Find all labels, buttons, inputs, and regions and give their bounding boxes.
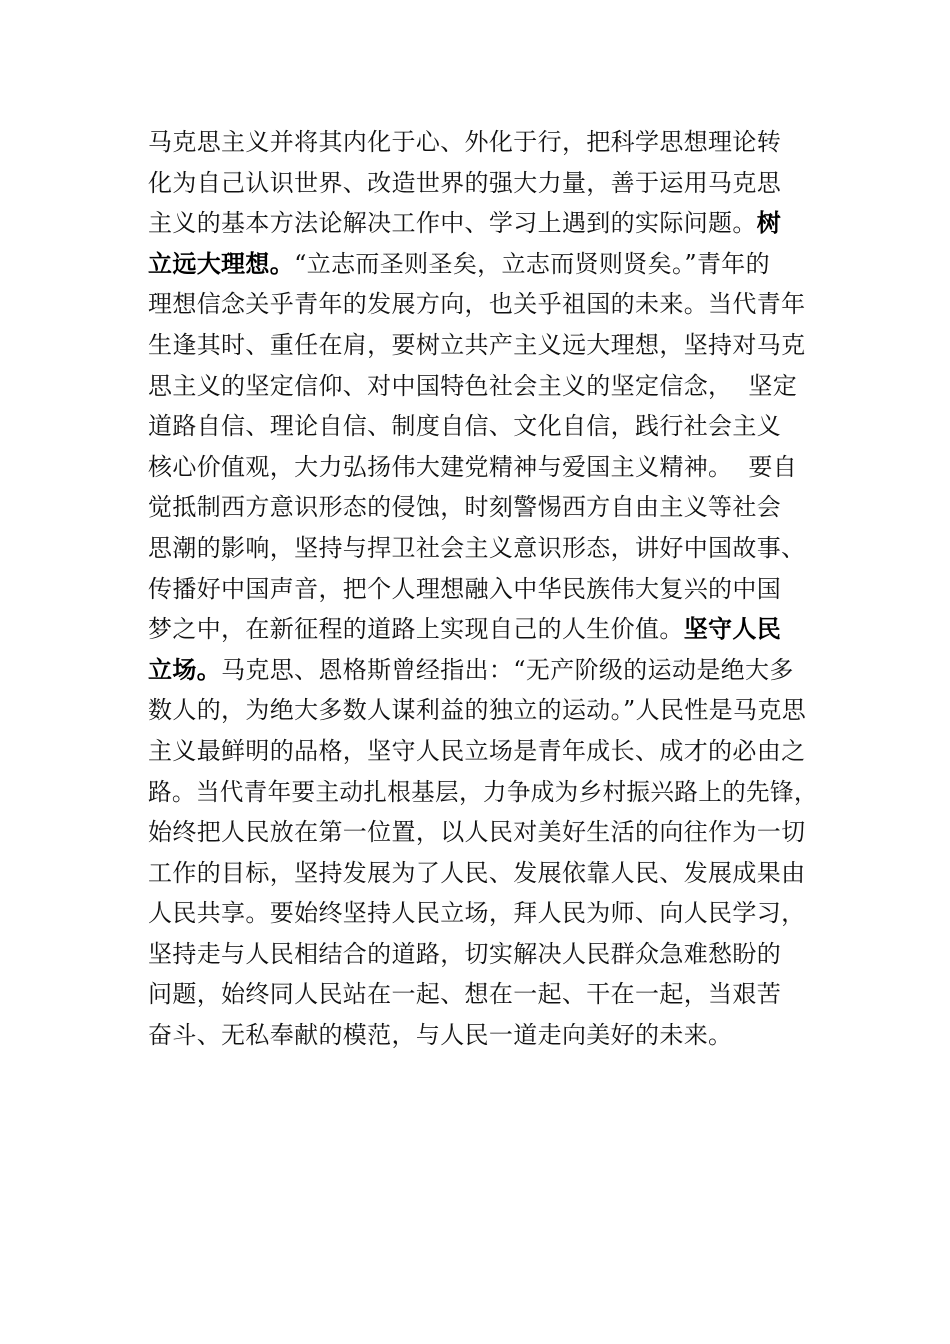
text-line [148, 528, 818, 569]
text-line [148, 772, 818, 813]
text-segment: “立志而圣则圣矣，立志而贤则贤矣。”青年的 [294, 249, 770, 278]
text-line [148, 812, 818, 853]
text-segment: 思主义的坚定信仰、对中国特色社会主义的坚定信念， 坚定 [148, 371, 798, 400]
text-segment: 始终把人民放在第一位置，以人民对美好生活的向往作为一切 [148, 818, 806, 847]
text-line [148, 650, 818, 691]
bold-heading-segment: 立场。 [148, 655, 222, 684]
text-segment: 数人的，为绝大多数人谋利益的独立的运动。”人民性是马克思 [148, 696, 807, 725]
bold-heading-segment: 树 [756, 209, 782, 238]
text-line [148, 122, 818, 163]
text-line [148, 1015, 818, 1056]
text-segment: 马克思、恩格斯曾经指出：“无产阶级的运动是绝大多 [221, 655, 794, 684]
text-line [148, 203, 818, 244]
text-line [148, 690, 818, 731]
bold-heading-segment: 坚守人民 [683, 615, 782, 644]
text-segment: 奋斗、无私奉献的模范，与人民一道走向美好的未来。 [148, 1021, 733, 1050]
text-line [148, 974, 818, 1015]
text-segment: 路。当代青年要主动扎根基层，力争成为乡村振兴路上的先锋， [148, 777, 818, 806]
text-line [148, 487, 818, 528]
text-segment: 生逢其时、重任在肩，要树立共产主义远大理想，坚持对马克 [148, 330, 806, 359]
text-line [148, 406, 818, 447]
text-line [148, 325, 818, 366]
text-line [148, 569, 818, 610]
text-line [148, 366, 818, 407]
text-segment: 核心价值观，大力弘扬伟大建党精神与爱国主义精神。 要自 [148, 452, 798, 481]
bold-heading-segment: 立远大理想。 [148, 249, 295, 278]
text-segment: 梦之中，在新征程的道路上实现自己的人生价值。 [148, 615, 684, 644]
text-segment: 主义的基本方法论解决工作中、学习上遇到的实际问题。 [148, 209, 757, 238]
text-line [148, 609, 818, 650]
text-segment: 工作的目标，坚持发展为了人民、发展依靠人民、发展成果由 [148, 858, 806, 887]
text-segment: 坚持走与人民相结合的道路，切实解决人民群众急难愁盼的 [148, 939, 782, 968]
text-segment: 理想信念关乎青年的发展方向，也关乎祖国的未来。当代青年 [148, 290, 806, 319]
text-segment: 问题，始终同人民站在一起、想在一起、干在一起，当艰苦 [148, 980, 782, 1009]
body-text [148, 122, 818, 1056]
text-segment: 主义最鲜明的品格，坚守人民立场是青年成长、成才的必由之 [148, 736, 806, 765]
text-line [148, 244, 818, 285]
text-segment: 化为自己认识世界、改造世界的强大力量，善于运用马克思 [148, 168, 782, 197]
text-line [148, 893, 818, 934]
text-segment: 道路自信、理论自信、制度自信、文化自信，践行社会主义 [148, 412, 782, 441]
text-segment: 人民共享。要始终坚持人民立场，拜人民为师、向人民学习， [148, 899, 806, 928]
text-line [148, 853, 818, 894]
text-line [148, 934, 818, 975]
text-line [148, 731, 818, 772]
text-line [148, 447, 818, 488]
text-segment: 觉抵制西方意识形态的侵蚀，时刻警惕西方自由主义等社会 [148, 493, 782, 522]
text-segment: 思潮的影响，坚持与捍卫社会主义意识形态，讲好中国故事、 [148, 533, 806, 562]
text-segment: 马克思主义并将其内化于心、外化于行，把科学思想理论转 [148, 128, 782, 156]
text-line [148, 284, 818, 325]
text-line [148, 163, 818, 204]
text-segment: 传播好中国声音，把个人理想融入中华民族伟大复兴的中国 [148, 574, 782, 603]
